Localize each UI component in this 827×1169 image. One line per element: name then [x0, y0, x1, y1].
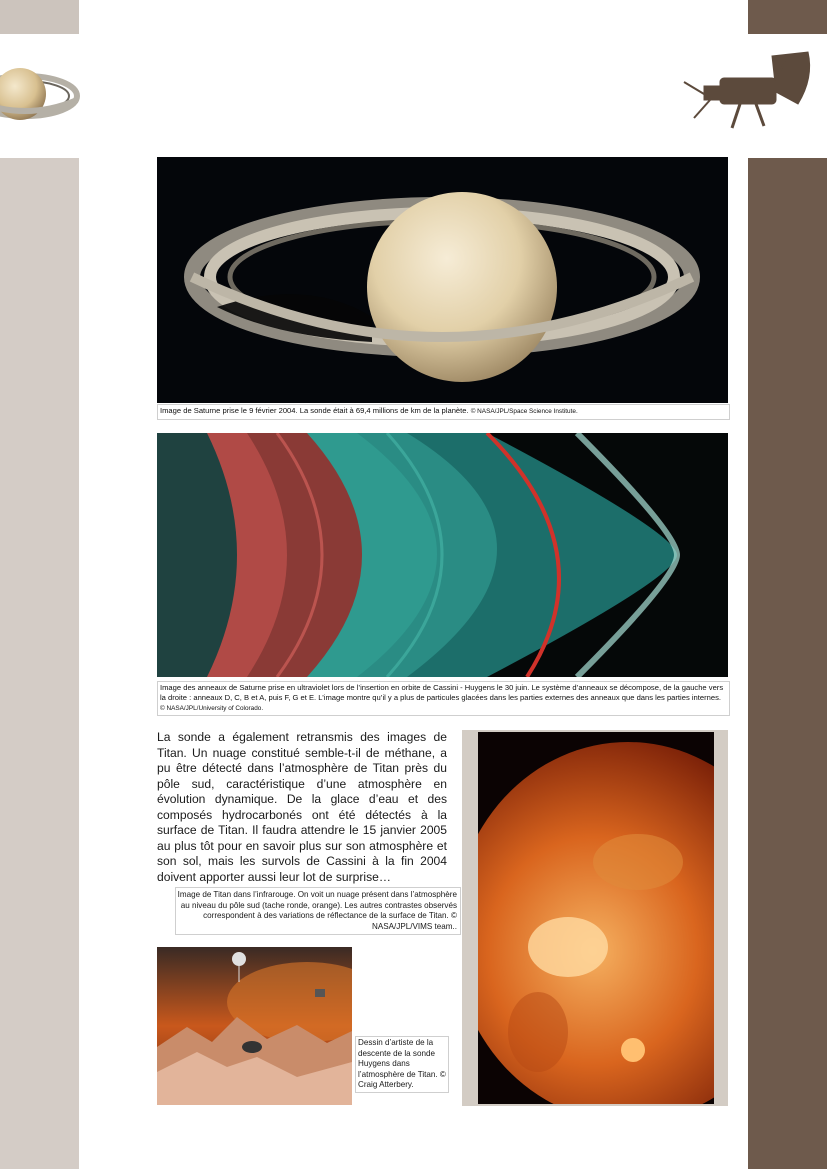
titan-infrared-photo: [478, 732, 714, 1104]
saturn-logo-icon: [0, 56, 80, 136]
saturn-caption-credit: © NASA/JPL/Space Science Institute.: [470, 408, 578, 415]
artist-caption-text: Dessin d’artiste de la descente de la sonde Huygens dans l’atmosphère de Titan.: [358, 1038, 438, 1079]
saturn-caption: [157, 404, 730, 420]
right-margin-band: [748, 0, 827, 1169]
saturn-caption-text: Image de Saturne prise le 9 février 2004. La sonde était à 69,4 millions de km de la planète.: [160, 406, 469, 415]
cassini-probe-icon: [680, 48, 820, 134]
artist-illustration: [157, 947, 352, 1105]
rings-caption-credit: © NASA/JPL/University of Colorado.: [160, 705, 264, 712]
artist-image: [157, 947, 352, 1105]
saturn-image: [157, 157, 728, 403]
artist-caption: [355, 1036, 449, 1093]
left-margin-band-top: [0, 0, 79, 34]
rings-caption-text: Image des anneaux de Saturne prise en ultraviolet lors de l’insertion en orbite de Cassini - Huygens le 30 juin. Le système d’anneaux se décompose, de la gauche vers la droite : anneaux D, C, B et A, puis F, G et E. L’image montre qu’il y a plus de particules glacées dans les parties externes des anneaux que dans les parties internes.: [160, 683, 724, 702]
titan-caption-text: Image de Titan dans l’infrarouge. On voit un nuage présent dans l’atmosphère au niveau du pôle sud (tache ronde, orange). Les autres contrastes observés correspondent à des variations de réflectance de la surface de Titan.: [177, 890, 457, 920]
titan-image: [478, 732, 714, 1104]
artist-caption-credit: © Craig Atterbery.: [358, 1069, 446, 1089]
rings-caption: [157, 681, 730, 716]
titan-caption: [175, 887, 461, 935]
saturn-photo: [157, 157, 728, 403]
left-margin-band: [0, 0, 79, 1169]
titan-caption-credit: © NASA/JPL/VIMS team..: [371, 911, 457, 931]
rings-image: [157, 433, 728, 677]
rings-uv-photo: [157, 433, 728, 677]
body-paragraph: La sonde a également retransmis des images de Titan. Un nuage constitué semble-t-il de méthane, a pu être détecté dans l’atmosphère de Titan près du pôle sud, caractéristique d’une atmosphère en évolution dynamique. De la glace d’eau et des composés hydrocarbonés ont été détectés à la surface de Titan. Il faudra attendre le 15 janvier 2005 au plus tôt pour en savoir plus sur son atmosphère et son sol, mais les survols de Cassini à la fin 2004 doivent apporter aussi leur lot de surprise…: [157, 730, 447, 884]
